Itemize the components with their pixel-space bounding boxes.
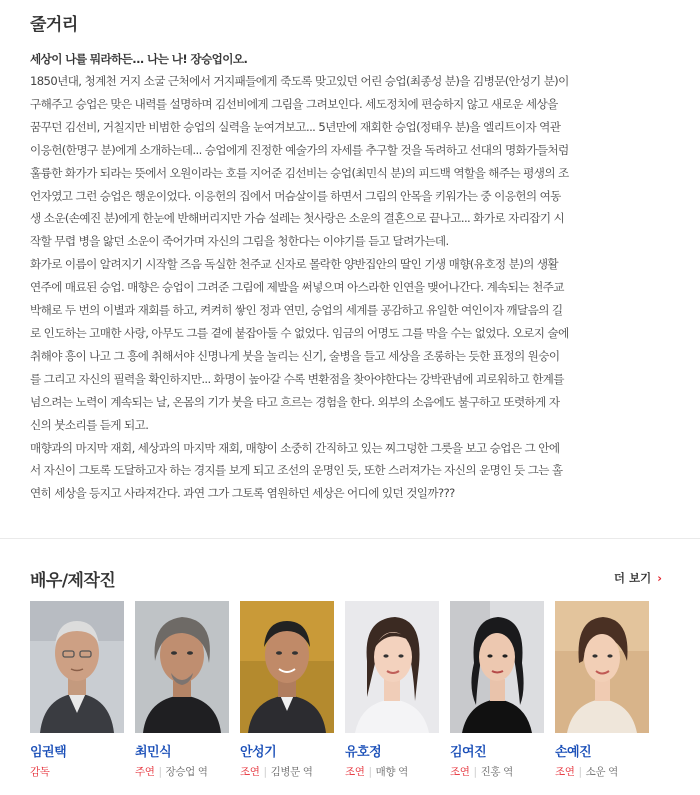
- chevron-right-icon: ›: [657, 571, 662, 585]
- actor-photo[interactable]: [555, 601, 649, 733]
- synopsis-line: 훌륭한 화가가 되라는 뜻에서 오원이라는 호를 지어준 김선비는 승업(최민식 분)의 피드백 역할을 해주는 평생의 조: [30, 165, 569, 180]
- cast-header: [30, 566, 670, 590]
- synopsis-line: 1850년대, 청계천 거지 소굴 근처에서 거지패들에게 죽도록 맞고있던 어린 승업(최종성 분)을 김병문(안성기 분)이: [30, 74, 569, 88]
- role-separator: |: [473, 766, 477, 778]
- cast-card[interactable]: [240, 601, 334, 779]
- actor-photo[interactable]: [240, 601, 334, 733]
- actor-photo[interactable]: [30, 601, 124, 733]
- character-name: 매향 역: [375, 766, 408, 778]
- actor-name[interactable]: 유호정: [345, 745, 382, 760]
- synopsis-line: 화가로 이름이 알려지기 시작할 즈음 독실한 천주교 신자로 몰락한 양반집안의 딸인 기생 매향(유호정 분)의 생활: [30, 257, 559, 272]
- role-type: 감독: [30, 766, 50, 778]
- synopsis-line: 를 그리고 자신의 필력을 확인하지만... 화명이 높아갈 수록 변환점을 찾아야한다는 강박관념에 괴로워하고 한계를: [30, 371, 564, 386]
- more-label: 더 보기: [613, 571, 652, 585]
- synopsis-line: 구해주고 승업은 맞은 내력를 설명하며 김선비에게 그림을 그려보인다. 세도정치에 편승하지 않고 새로운 세상을: [30, 96, 558, 111]
- cast-card[interactable]: [345, 601, 439, 779]
- actor-photo[interactable]: [345, 601, 439, 733]
- cast-card[interactable]: [30, 601, 124, 779]
- synopsis-line: 언자였고 그런 승업은 행운이었다. 이응헌의 집에서 머슴살이를 하면서 그림의 안목을 키워가는 중 이응헌의 여동: [30, 188, 561, 203]
- synopsis-line: 넘으려는 노력이 계속되는 날, 온몸의 기가 붓을 타고 흐르는 경험을 한다. 외부의 소음에도 불구하고 또렷하게 자: [30, 394, 560, 409]
- synopsis-line: 서 자신이 그토록 도달하고자 하는 경지를 보게 되고 조선의 운명인 듯, 또한 스러져가는 자신의 운명인 듯 그는 홀: [30, 463, 563, 478]
- role-separator: |: [368, 766, 372, 778]
- role-info: [30, 764, 124, 779]
- cast-card[interactable]: [450, 601, 544, 779]
- role-type: 조연: [555, 766, 575, 778]
- role-type: 주연: [135, 766, 155, 778]
- actor-name[interactable]: 최민식: [135, 745, 172, 760]
- character-name: 진홍 역: [480, 766, 513, 778]
- actor-name[interactable]: 김여진: [450, 745, 487, 760]
- cast-card[interactable]: [135, 601, 229, 779]
- synopsis-line: 꿈꾸던 김선비, 거칠지만 비범한 승업의 실력을 눈여겨보고... 5년만에 재회한 승업(정태우 분)을 엘리트이자 역관: [30, 119, 561, 134]
- more-link[interactable]: [614, 570, 662, 586]
- actor-name[interactable]: 안성기: [240, 745, 277, 760]
- synopsis-line: 연주에 매료된 승업. 매향은 승업이 그려준 그림에 제발을 써넣으며 아스라한 인연을 맺어나간다. 계속되는 천주교: [30, 280, 564, 295]
- synopsis-line: 취해야 흥이 나고 그 흥에 취해서야 신명나게 붓을 놀리는 신기, 술병을 들고 세상을 조롱하는 듯한 표정의 원숭이: [30, 348, 560, 363]
- role-info: [135, 764, 229, 779]
- cast-card[interactable]: [555, 601, 649, 779]
- role-separator: |: [158, 766, 162, 778]
- role-separator: |: [578, 766, 582, 778]
- role-type: 조연: [240, 766, 260, 778]
- synopsis-text: [30, 70, 670, 505]
- character-name: 김병문 역: [270, 766, 313, 778]
- cast-list: [30, 601, 670, 791]
- character-name: 장승업 역: [165, 766, 208, 778]
- synopsis-line: 매향과의 마지막 재회, 세상과의 마지막 재회, 매향이 소중히 간직하고 있는 찌그덩한 그릇을 보고 승업은 그 안에: [30, 440, 560, 455]
- actor-name[interactable]: 임권택: [30, 745, 67, 760]
- role-info: [450, 764, 544, 779]
- actor-photo[interactable]: [135, 601, 229, 733]
- actor-name[interactable]: 손예진: [555, 745, 592, 760]
- synopsis-line: 이응헌(한명구 분)에게 소개하는데... 승업에게 진정한 예술가의 자세를 추구할 것을 독려하고 선대의 명화가들처럼: [30, 142, 569, 157]
- synopsis-line: 연히 세상을 등지고 사라져간다. 과연 그가 그토록 염원하던 세상은 어디에 있던 것일까???: [30, 486, 455, 501]
- synopsis-line: 박해로 두 번의 이별과 재회를 하고, 켜켜히 쌓인 정과 연민, 승업의 세계를 공감하고 유일한 여인이자 깨달음의 길: [30, 303, 563, 318]
- synopsis-title: 줄거리: [30, 15, 78, 35]
- character-name: 소운 역: [585, 766, 618, 778]
- role-info: [240, 764, 334, 779]
- role-type: 조연: [450, 766, 470, 778]
- synopsis-line: 작할 무렵 병을 앓던 소운이 죽어가며 자신의 그림을 청한다는 이야기를 듣고 달려가는데.: [30, 234, 449, 249]
- cast-title: 배우/제작진: [30, 571, 116, 591]
- role-info: [345, 764, 439, 779]
- section-divider: [0, 538, 700, 539]
- role-type: 조연: [345, 766, 365, 778]
- role-separator: |: [263, 766, 267, 778]
- synopsis-line: 로 인도하는 고매한 사랑, 아무도 그를 곁에 붙잡아둘 수 없었다. 임금의 어명도 그를 막을 수는 없었다. 오로지 술에: [30, 325, 569, 340]
- synopsis-tagline: 세상이 나를 뭐라하든... 나는 나! 장승업이오.: [30, 52, 248, 66]
- synopsis-line: 신의 붓소리를 듣게 되고.: [30, 417, 149, 432]
- role-info: [555, 764, 649, 779]
- actor-photo[interactable]: [450, 601, 544, 733]
- synopsis-line: 생 소운(손예진 분)에게 한눈에 반해버리지만 가슴 설레는 첫사랑은 소운의 결혼으로 끝나고... 화가로 자리잡기 시: [30, 211, 565, 226]
